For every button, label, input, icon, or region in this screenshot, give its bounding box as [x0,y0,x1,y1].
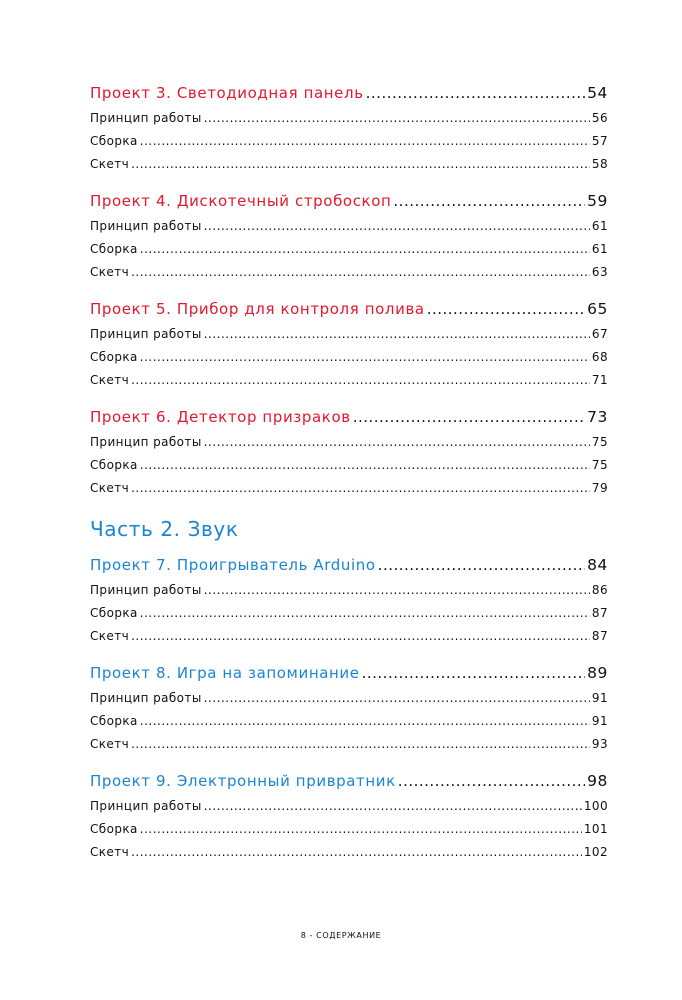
entry-page-number: 71 [591,373,608,387]
project-title: Проект 3. Светодиодная панель [90,84,364,102]
entry-title: Скетч [90,481,130,495]
project-title: Проект 4. Дискотечный стробоскоп [90,192,392,210]
project-page-number: 54 [587,84,608,102]
dot-leader [131,477,590,500]
project-title: Проект 6. Детектор призраков [90,408,351,426]
project-title: Проект 5. Прибор для контроля полива [90,300,425,318]
project-page-number: 89 [587,664,608,682]
entry-page-number: 61 [591,242,608,256]
dot-leader [378,552,585,579]
entry-title: Сборка [90,714,138,728]
project-page-number: 59 [587,192,608,210]
entry-title: Принцип работы [90,435,202,449]
toc-entry[interactable] [90,710,608,733]
toc-entry[interactable] [90,107,608,130]
toc-entry[interactable] [90,130,608,153]
dot-leader [131,625,590,648]
entry-page-number: 75 [591,458,608,472]
dot-leader [204,323,590,346]
toc-entry[interactable] [90,579,608,602]
toc-project-6 [90,404,608,500]
entry-title: Скетч [90,629,130,643]
dot-leader [204,579,590,602]
dot-leader [366,80,585,107]
entry-title: Скетч [90,265,130,279]
entry-page-number: 75 [591,435,608,449]
entry-title: Сборка [90,822,138,836]
toc-project-5 [90,296,608,392]
toc-entry[interactable] [90,454,608,477]
dot-leader [140,818,582,841]
project-title: Проект 8. Игра на запоминание [90,664,360,682]
entry-page-number: 91 [591,691,608,705]
project-page-number: 84 [587,556,608,574]
entry-page-number: 79 [591,481,608,495]
toc-entry[interactable] [90,795,608,818]
toc-entry[interactable] [90,687,608,710]
dot-leader [140,346,590,369]
dot-leader [131,841,582,864]
entry-title: Скетч [90,373,130,387]
toc-entry[interactable] [90,323,608,346]
dot-leader [140,454,590,477]
entry-title: Скетч [90,157,130,171]
dot-leader [204,215,590,238]
entry-title: Принцип работы [90,327,202,341]
entry-title: Сборка [90,458,138,472]
entry-page-number: 91 [591,714,608,728]
entry-title: Скетч [90,845,130,859]
toc-project-heading[interactable] [90,188,608,215]
dot-leader [140,130,590,153]
dot-leader [427,296,585,323]
entry-title: Сборка [90,606,138,620]
part-heading[interactable]: Часть 2. Звук [90,517,239,541]
toc-entry[interactable] [90,818,608,841]
entry-page-number: 101 [583,822,608,836]
entry-title: Скетч [90,737,130,751]
entry-page-number: 100 [583,799,608,813]
dot-leader [398,768,585,795]
dot-leader [131,261,590,284]
dot-leader [204,795,582,818]
toc-project-heading[interactable] [90,296,608,323]
toc-project-heading[interactable] [90,404,608,431]
project-title: Проект 7. Проигрыватель Arduino [90,556,376,574]
dot-leader [131,733,590,756]
dot-leader [131,153,590,176]
dot-leader [140,710,590,733]
entry-title: Принцип работы [90,583,202,597]
toc-entry[interactable] [90,733,608,756]
entry-page-number: 57 [591,134,608,148]
toc-project-heading[interactable] [90,768,608,795]
toc-entry[interactable] [90,153,608,176]
toc-project-7 [90,552,608,648]
entry-page-number: 63 [591,265,608,279]
toc-entry[interactable] [90,841,608,864]
toc-project-heading[interactable] [90,660,608,687]
dot-leader [140,238,590,261]
toc-project-4 [90,188,608,284]
toc-entry[interactable] [90,625,608,648]
entry-title: Принцип работы [90,219,202,233]
entry-title: Принцип работы [90,799,202,813]
toc-entry[interactable] [90,215,608,238]
table-of-contents [90,80,608,876]
toc-entry[interactable] [90,431,608,454]
entry-page-number: 67 [591,327,608,341]
entry-title: Сборка [90,242,138,256]
dot-leader [140,602,590,625]
entry-title: Принцип работы [90,691,202,705]
toc-project-heading[interactable] [90,80,608,107]
toc-entry[interactable] [90,346,608,369]
entry-page-number: 58 [591,157,608,171]
project-title: Проект 9. Электронный привратник [90,772,396,790]
dot-leader [362,660,585,687]
toc-project-3 [90,80,608,176]
toc-project-8 [90,660,608,756]
toc-project-9 [90,768,608,864]
entry-page-number: 87 [591,606,608,620]
toc-entry[interactable] [90,261,608,284]
entry-page-number: 56 [591,111,608,125]
toc-entry[interactable] [90,602,608,625]
toc-project-heading[interactable] [90,552,608,579]
dot-leader [204,687,590,710]
dot-leader [353,404,585,431]
entry-page-number: 93 [591,737,608,751]
dot-leader [204,431,590,454]
toc-entry[interactable] [90,369,608,392]
entry-page-number: 87 [591,629,608,643]
dot-leader [131,369,590,392]
dot-leader [393,188,585,215]
project-page-number: 98 [587,772,608,790]
page-footer: 8 - СОДЕРЖАНИЕ [300,931,382,940]
entry-page-number: 61 [591,219,608,233]
dot-leader [204,107,590,130]
entry-page-number: 68 [591,350,608,364]
entry-title: Принцип работы [90,111,202,125]
project-page-number: 73 [587,408,608,426]
entry-page-number: 102 [583,845,608,859]
toc-entry[interactable] [90,477,608,500]
entry-title: Сборка [90,350,138,364]
entry-page-number: 86 [591,583,608,597]
entry-title: Сборка [90,134,138,148]
toc-entry[interactable] [90,238,608,261]
project-page-number: 65 [587,300,608,318]
